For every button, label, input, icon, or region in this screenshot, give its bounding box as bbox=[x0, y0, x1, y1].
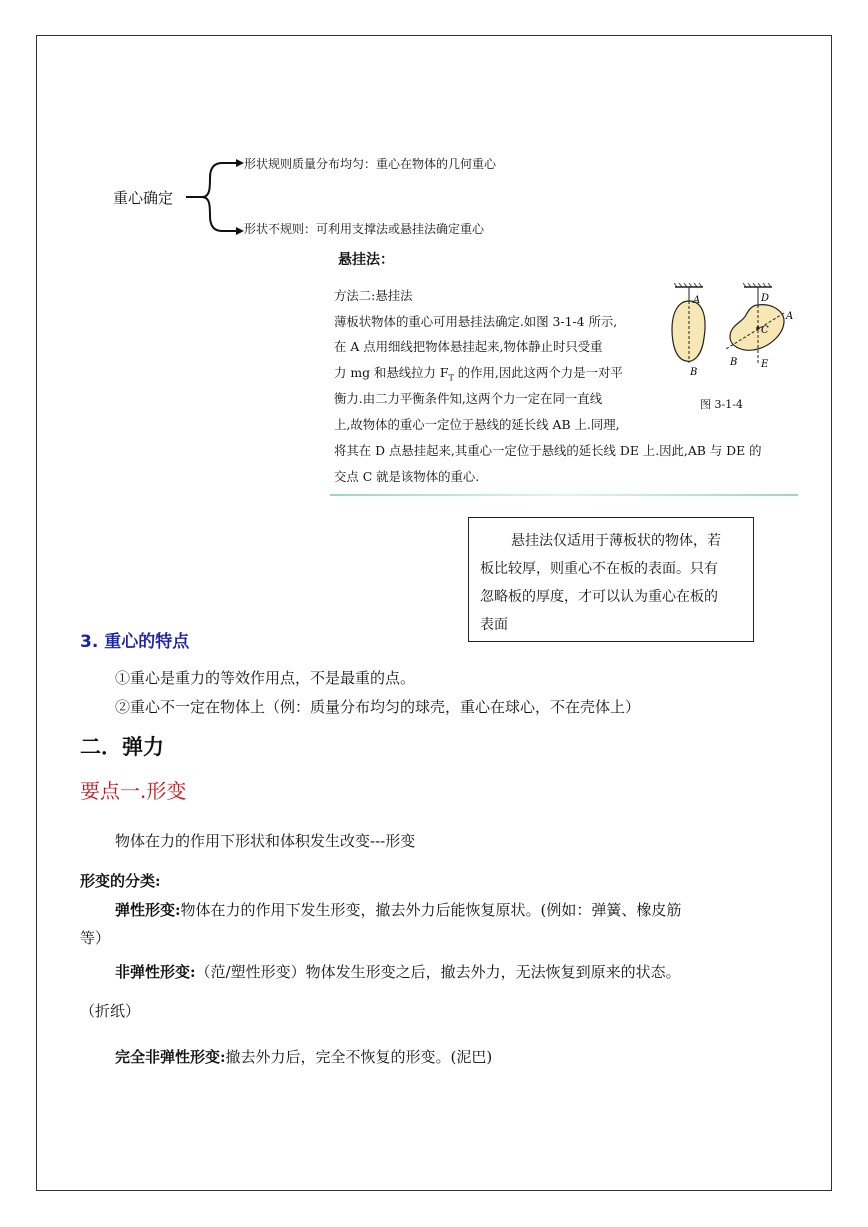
elastic-deformation: 弹性形变:物体在力的作用下发生形变，撤去外力后能恢复原状。(例如：弹簧、橡皮筋 bbox=[115, 901, 682, 919]
mindmap-branch-top: 形状规则质量分布均匀：重心在物体的几何重心 bbox=[244, 157, 497, 171]
method-line: 力 mg 和悬线拉力 $F_T$ 的作用,因此这两个力是一对平 bbox=[334, 365, 623, 383]
label-c: C bbox=[761, 325, 769, 336]
method-line: 衡力.由二力平衡条件知,这两个力一定在同一直线 bbox=[334, 391, 603, 406]
suspension-figure bbox=[660, 283, 800, 383]
label-e: E bbox=[761, 359, 769, 370]
deformation-definition: 物体在力的作用下形状和体积发生改变---形变 bbox=[115, 832, 416, 850]
note-line: 忽略板的厚度，才可以认为重心在板的 bbox=[480, 589, 718, 605]
label-d: D bbox=[761, 293, 770, 304]
note-box bbox=[468, 517, 754, 642]
method-line: 交点 C 就是该物体的重心. bbox=[334, 469, 480, 484]
mindmap-root: 重心确定 bbox=[113, 189, 174, 207]
figure-caption: 图 3-1-4 bbox=[700, 398, 743, 411]
section-title-elastic: 二．弹力 bbox=[80, 735, 164, 759]
complete-inelastic-deformation: 完全非弹性形变:撤去外力后，完全不恢复的形变。(泥巴) bbox=[115, 1048, 493, 1066]
label-b: B bbox=[690, 367, 698, 378]
inelastic-deformation: 非弹性形变:（范/塑性形变）物体发生形变之后，撤去外力，无法恢复到原来的状态。 bbox=[115, 963, 681, 981]
note-line: 表面 bbox=[480, 617, 508, 633]
section3-item: ②重心不一定在物体上（例：质量分布均匀的球壳，重心在球心，不在壳体上） bbox=[115, 698, 641, 716]
suspension-heading: 悬挂法： bbox=[338, 252, 394, 268]
method-line: 在 A 点用细线把物体悬挂起来,物体静止时只受重 bbox=[334, 339, 603, 354]
label-a: A bbox=[693, 295, 701, 306]
inelastic-example: （折纸） bbox=[80, 1002, 141, 1020]
method-excerpt bbox=[330, 275, 798, 503]
note-line: 板比较厚，则重心不在板的表面。只有 bbox=[480, 561, 718, 577]
scan-edge bbox=[330, 494, 798, 496]
label-b2: B bbox=[730, 357, 738, 368]
label-a2: A bbox=[786, 311, 794, 322]
section3-title: 3. 重心的特点 bbox=[80, 632, 190, 652]
method-line: 方法二:悬挂法 bbox=[334, 288, 413, 303]
mindmap-branch-bottom: 形状不规则：可利用支撑法或悬挂法确定重心 bbox=[244, 222, 485, 236]
section3-item: ①重心是重力的等效作用点，不是最重的点。 bbox=[115, 669, 416, 687]
note-line: 悬挂法仅适用于薄板状的物体，若 bbox=[511, 533, 721, 549]
method-line: 薄板状物体的重心可用悬挂法确定.如图 3-1-4 所示, bbox=[334, 314, 618, 329]
point1-title: 要点一.形变 bbox=[80, 779, 187, 803]
method-line: 将其在 D 点悬挂起来,其重心一定位于悬线的延长线 DE 上.因此,AB 与 DE 的 bbox=[334, 443, 762, 458]
method-line: 上,故物体的重心一定位于悬线的延长线 AB 上.同理, bbox=[334, 417, 620, 432]
elastic-deformation-cont: 等） bbox=[80, 929, 111, 947]
mindmap-brace bbox=[180, 150, 250, 240]
classification-heading: 形变的分类: bbox=[80, 872, 161, 890]
